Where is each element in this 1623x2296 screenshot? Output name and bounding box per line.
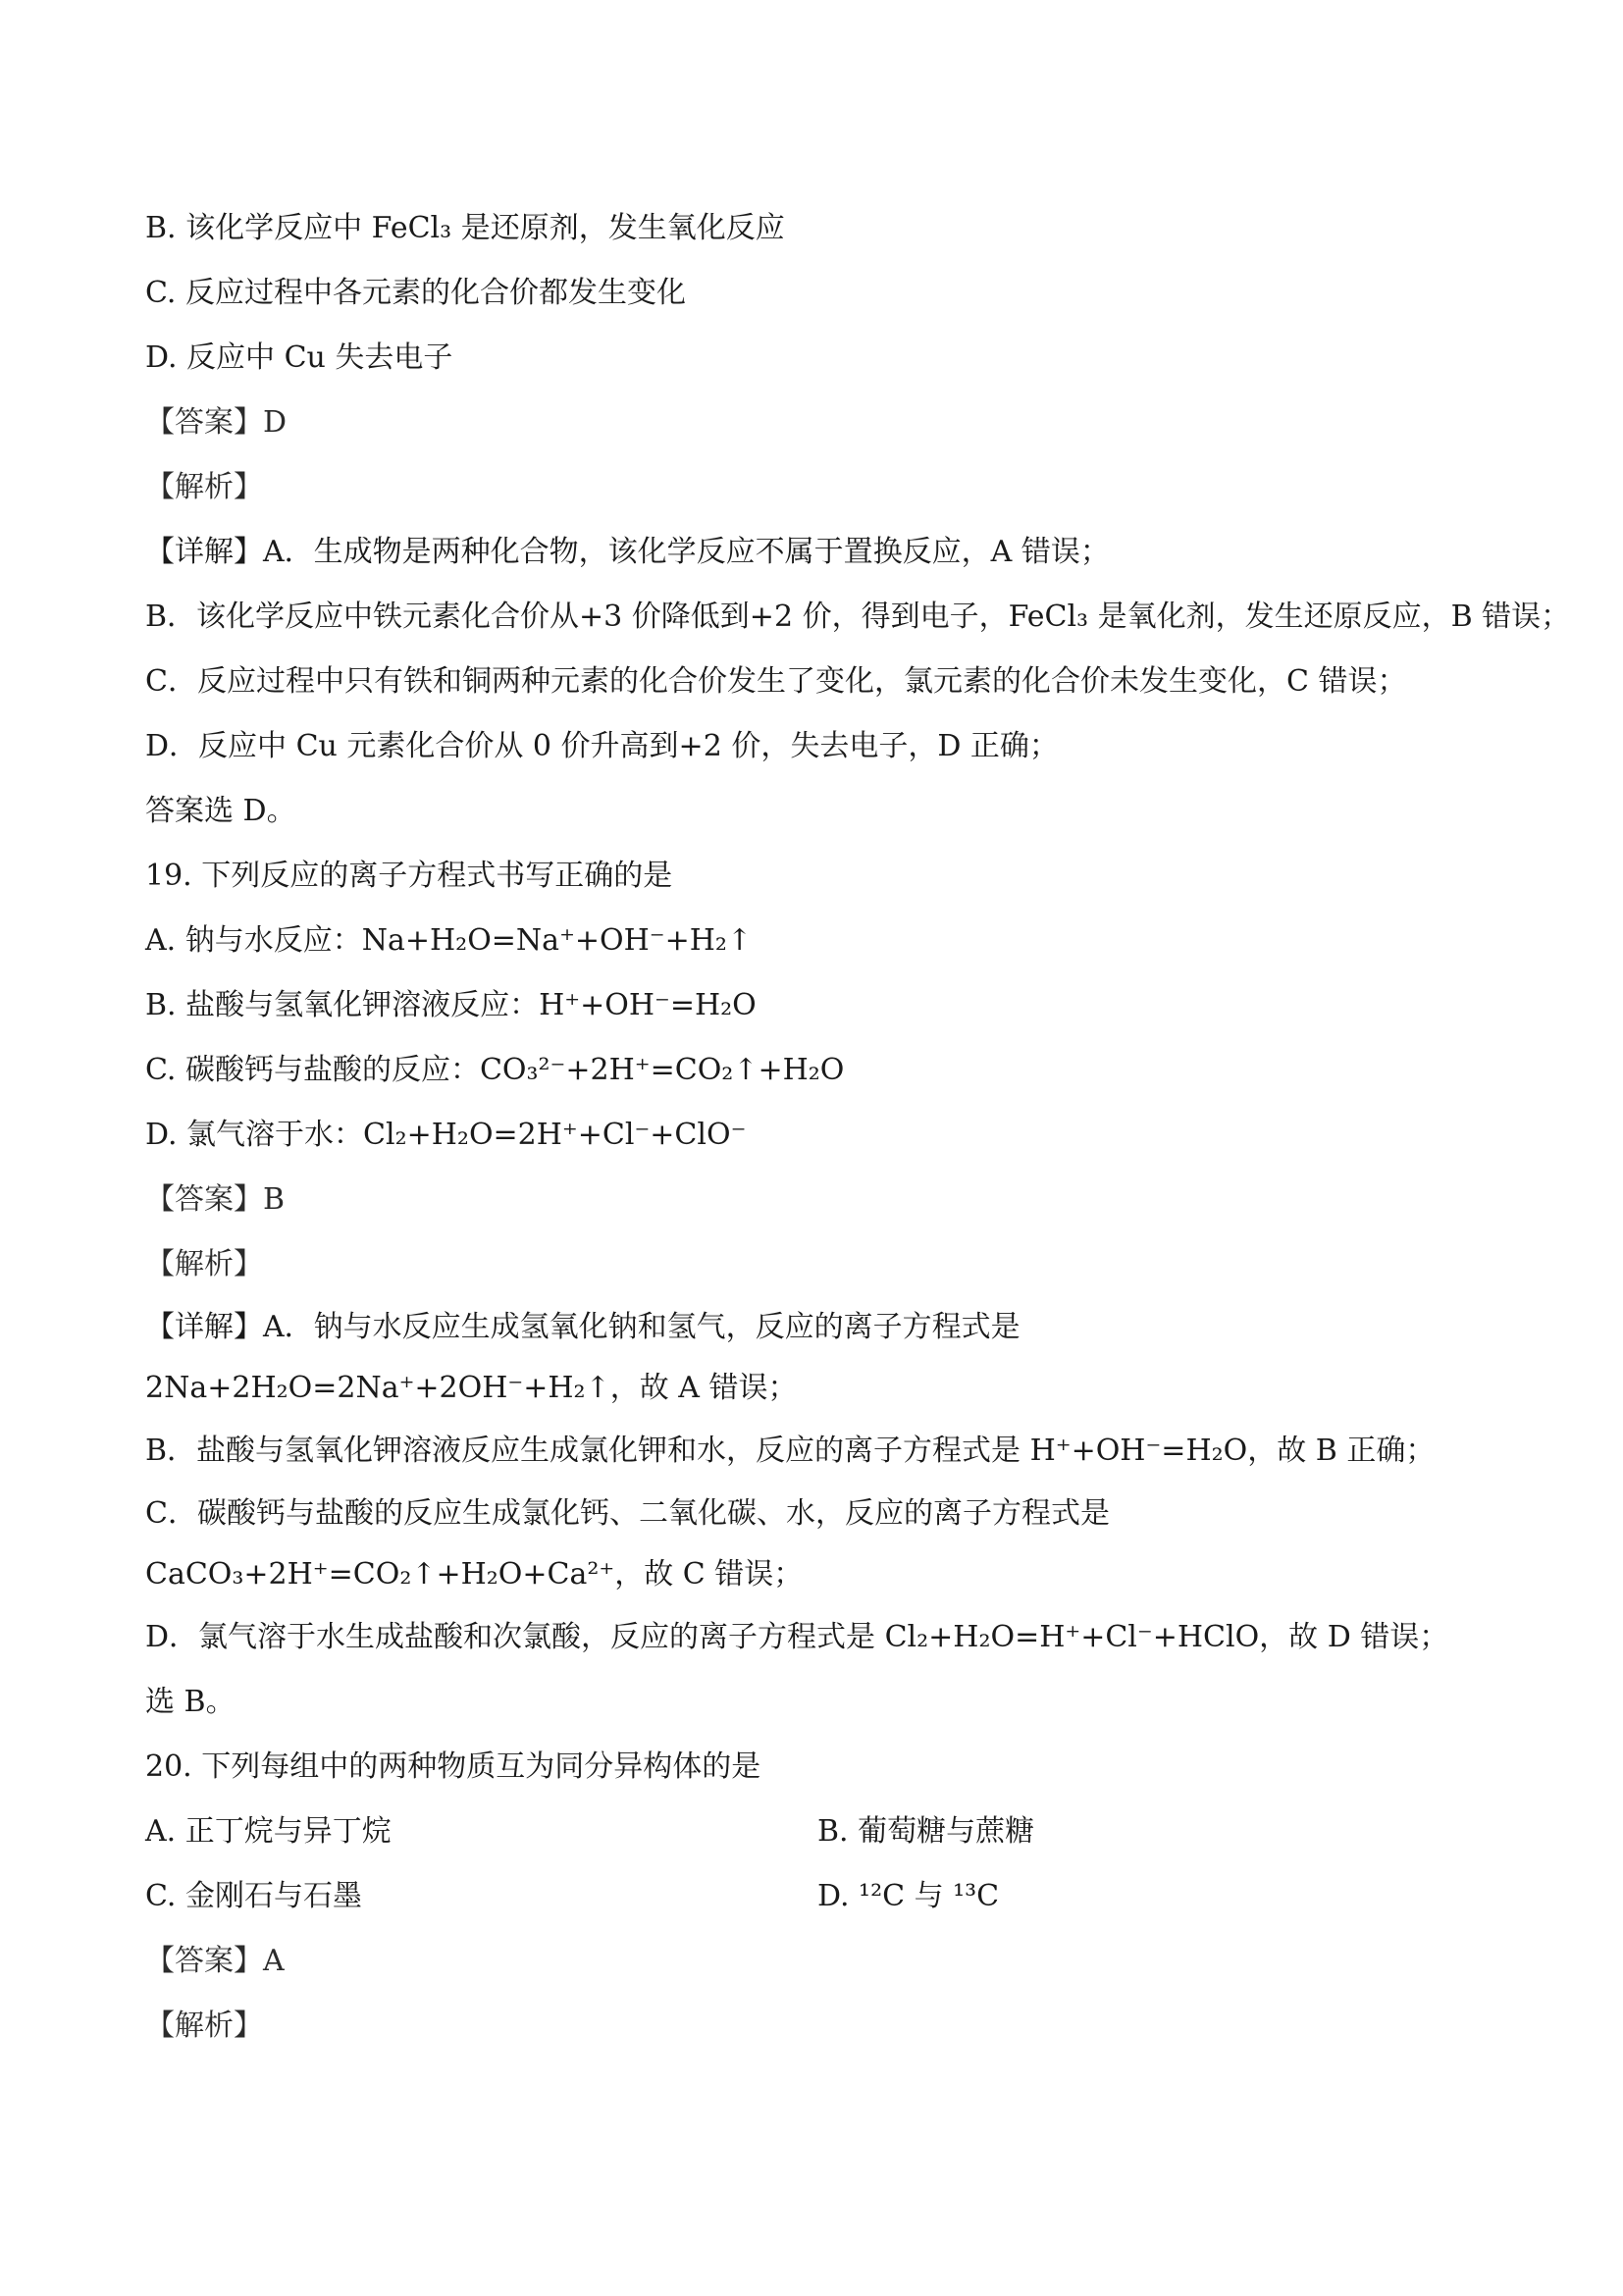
q18-detail-c: C．反应过程中只有铁和铜两种元素的化合价发生了变化，氯元素的化合价未发生变化，C 错误； bbox=[145, 664, 1407, 699]
q20-option-c: C. 金刚石与石墨 bbox=[145, 1879, 362, 1913]
q19-detail-d: D．氯气溶于水生成盐酸和次氯酸，反应的离子方程式是 Cl₂+H₂O=H⁺+Cl⁻+HClO，故 D 错误； bbox=[145, 1620, 1449, 1654]
q18-answer: 【答案】D bbox=[145, 405, 288, 440]
q19-detail-b: B．盐酸与氢氧化钾溶液反应生成氯化钾和水，反应的离子方程式是 H⁺+OH⁻=H₂O，故 B 正确； bbox=[145, 1434, 1436, 1468]
q20-answer: 【答案】A bbox=[145, 1944, 285, 1978]
q19-analysis-heading: 【解析】 bbox=[145, 1247, 263, 1281]
q20-stem: 20. 下列每组中的两种物质互为同分异构体的是 bbox=[145, 1749, 761, 1784]
q19-detail-c: C．碳酸钙与盐酸的反应生成氯化钙、二氧化碳、水，反应的离子方程式是 CaCO₃+2H⁺=CO₂↑+H₂O+Ca²⁺，故 C 错误； bbox=[145, 1496, 1110, 1592]
document-page bbox=[145, 196, 1571, 2059]
q20-options-row-1 bbox=[145, 1800, 1490, 1864]
q20-option-d: D. ¹²C 与 ¹³C bbox=[817, 1879, 1000, 1913]
q20-analysis-heading: 【解析】 bbox=[145, 2009, 263, 2043]
q18-option-c: C. 反应过程中各元素的化合价都发生变化 bbox=[145, 276, 686, 310]
q20-options-row-2 bbox=[145, 1864, 1490, 1929]
q19-option-b: B. 盐酸与氢氧化钾溶液反应：H⁺+OH⁻=H₂O bbox=[145, 988, 757, 1022]
q18-conclusion: 答案选 D。 bbox=[145, 794, 296, 828]
q19-answer: 【答案】B bbox=[145, 1182, 286, 1217]
q19-option-d: D. 氯气溶于水：Cl₂+H₂O=2H⁺+Cl⁻+ClO⁻ bbox=[145, 1118, 747, 1152]
q19-stem: 19. 下列反应的离子方程式书写正确的是 bbox=[145, 859, 673, 893]
q18-detail-d: D．反应中 Cu 元素化合价从 0 价升高到+2 价，失去电子，D 正确； bbox=[145, 729, 1059, 763]
q19-option-a: A. 钠与水反应：Na+H₂O=Na⁺+OH⁻+H₂↑ bbox=[145, 923, 753, 958]
q20-option-a: A. 正丁烷与异丁烷 bbox=[145, 1814, 392, 1849]
q19-option-c: C. 碳酸钙与盐酸的反应：CO₃²⁻+2H⁺=CO₂↑+H₂O bbox=[145, 1053, 845, 1087]
q18-option-d: D. 反应中 Cu 失去电子 bbox=[145, 340, 453, 375]
q18-analysis-heading: 【解析】 bbox=[145, 470, 263, 504]
q18-detail-a: 【详解】A．生成物是两种化合物，该化学反应不属于置换反应，A 错误； bbox=[145, 535, 1110, 569]
q20-option-b: B. 葡萄糖与蔗糖 bbox=[817, 1814, 1035, 1849]
q19-detail-a: 【详解】A．钠与水反应生成氢氧化钠和氢气，反应的离子方程式是 2Na+2H₂O=2Na⁺+2OH⁻+H₂↑，故 A 错误； bbox=[145, 1310, 1021, 1405]
q19-conclusion: 选 B。 bbox=[145, 1685, 236, 1719]
q18-detail-b: B．该化学反应中铁元素化合价从+3 价降低到+2 价，得到电子，FeCl₃ 是氧化剂，发生还原反应，B 错误； bbox=[145, 600, 1571, 634]
q18-option-b: B. 该化学反应中 FeCl₃ 是还原剂，发生氧化反应 bbox=[145, 211, 785, 245]
